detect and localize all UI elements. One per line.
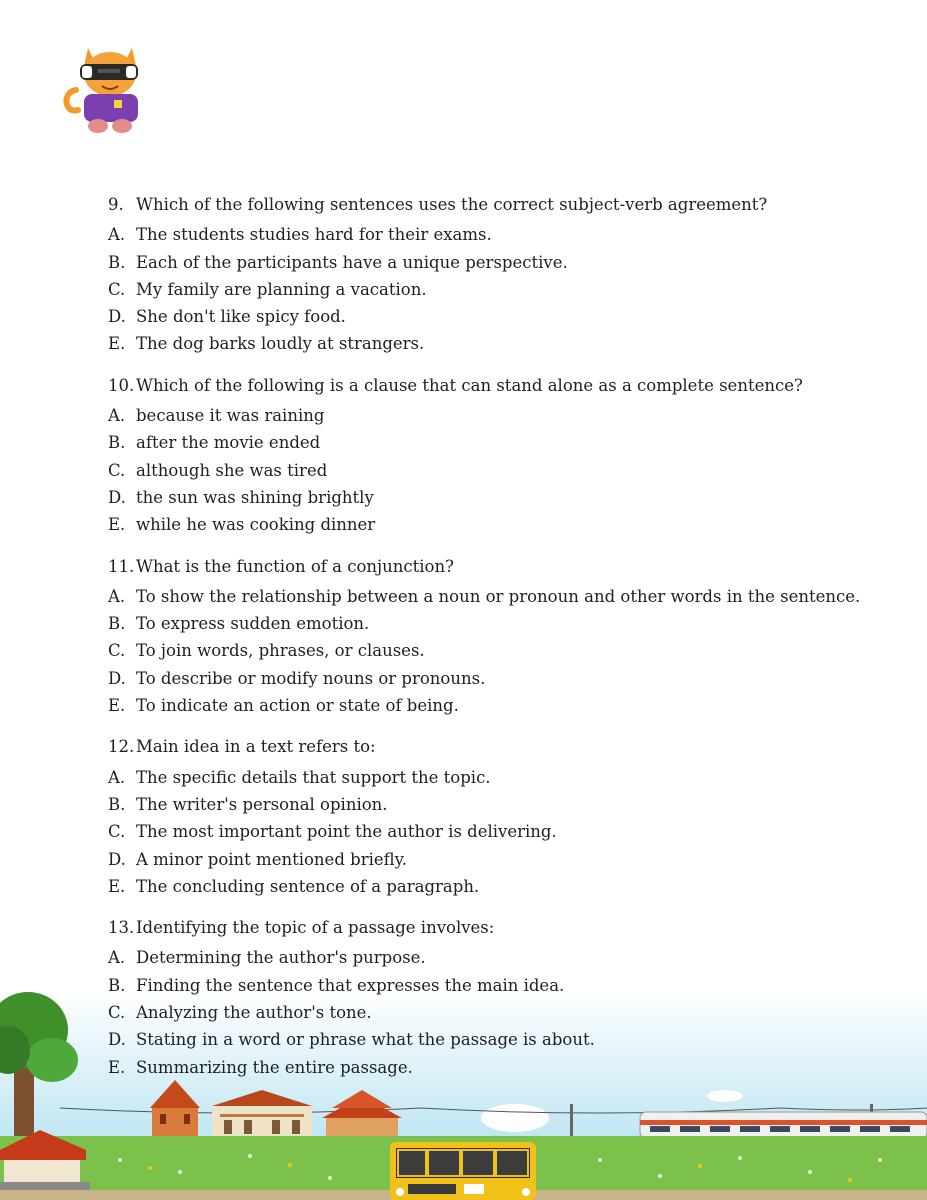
question-number: 9.	[108, 195, 124, 214]
answer-option	[108, 999, 868, 1026]
option-letter: B.	[108, 433, 126, 453]
option-text: although she was tired	[136, 460, 328, 480]
answer-option	[108, 873, 868, 900]
option-letter: A.	[108, 225, 126, 245]
option-text: Finding the sentence that expresses the main idea.	[136, 975, 565, 995]
option-letter: E.	[108, 1057, 126, 1077]
option-text: after the movie ended	[136, 433, 321, 453]
option-letter: A.	[108, 948, 126, 968]
option-letter: A.	[108, 586, 126, 606]
answer-option	[108, 583, 868, 610]
question-text: Identifying the topic of a passage involves:	[136, 918, 495, 938]
option-text: My family are planning a vacation.	[136, 279, 427, 299]
question-stem	[108, 191, 868, 218]
answer-option	[108, 818, 868, 845]
answer-option	[108, 330, 868, 357]
answer-option	[108, 1054, 868, 1081]
question-stem	[108, 733, 868, 760]
option-letter: A.	[108, 767, 126, 787]
question-item	[108, 733, 868, 900]
question-number: 10.	[108, 375, 135, 395]
question-text: Which of the following sentences uses the correct subject-verb agreement?	[136, 195, 768, 214]
option-letter: B.	[108, 975, 126, 995]
option-text: To express sudden emotion.	[136, 614, 370, 634]
option-text: The most important point the author is delivering.	[136, 822, 557, 842]
question-number: 12.	[108, 737, 135, 757]
option-letter: B.	[108, 614, 126, 634]
answer-option	[108, 1026, 868, 1053]
question-text: What is the function of a conjunction?	[136, 556, 454, 576]
answer-option	[108, 610, 868, 637]
option-letter: C.	[108, 1003, 126, 1023]
answer-option	[108, 249, 868, 276]
answer-option	[108, 511, 868, 538]
option-text: A minor point mentioned briefly.	[136, 849, 408, 869]
question-item	[108, 372, 868, 539]
option-letter: C.	[108, 279, 126, 299]
answer-option	[108, 665, 868, 692]
option-text: To join words, phrases, or clauses.	[136, 641, 425, 661]
option-text: She don't like spicy food.	[136, 307, 346, 327]
option-letter: D.	[108, 487, 126, 507]
option-text: Analyzing the author's tone.	[136, 1003, 372, 1023]
option-letter: C.	[108, 641, 126, 661]
answer-option	[108, 791, 868, 818]
option-letter: E.	[108, 515, 126, 535]
question-number: 11.	[108, 556, 135, 576]
question-text: Which of the following is a clause that can stand alone as a complete sentence?	[136, 375, 803, 395]
question-stem	[108, 553, 868, 580]
answer-option	[108, 484, 868, 511]
question-number: 13.	[108, 918, 135, 938]
question-list	[108, 191, 868, 1095]
option-text: Summarizing the entire passage.	[136, 1057, 413, 1077]
option-text: while he was cooking dinner	[136, 515, 376, 535]
option-text: Determining the author's purpose.	[136, 948, 426, 968]
option-text: The concluding sentence of a paragraph.	[136, 876, 480, 896]
option-text: Each of the participants have a unique perspective.	[136, 252, 568, 272]
option-letter: E.	[108, 696, 126, 716]
option-text: To indicate an action or state of being.	[136, 696, 459, 716]
answer-option	[108, 402, 868, 429]
question-item	[108, 553, 868, 720]
answer-option	[108, 457, 868, 484]
option-letter: B.	[108, 252, 126, 272]
answer-option	[108, 221, 868, 248]
option-letter: E.	[108, 334, 126, 354]
option-text: Stating in a word or phrase what the passage is about.	[136, 1030, 595, 1050]
option-text: The writer's personal opinion.	[136, 794, 388, 814]
option-letter: A.	[108, 406, 126, 426]
option-letter: B.	[108, 794, 126, 814]
answer-option	[108, 692, 868, 719]
option-text: The students studies hard for their exams.	[136, 225, 492, 245]
option-text: To describe or modify nouns or pronouns.	[136, 668, 486, 688]
answer-option	[108, 637, 868, 664]
answer-option	[108, 972, 868, 999]
option-letter: D.	[108, 307, 126, 327]
question-stem	[108, 372, 868, 399]
option-letter: C.	[108, 822, 126, 842]
option-text: because it was raining	[136, 406, 325, 426]
option-text: To show the relationship between a noun or pronoun and other words in the sentence.	[136, 586, 861, 606]
answer-option	[108, 276, 868, 303]
option-letter: D.	[108, 1030, 126, 1050]
option-letter: E.	[108, 876, 126, 896]
question-item	[108, 191, 868, 358]
option-letter: D.	[108, 668, 126, 688]
question-text: Main idea in a text refers to:	[136, 737, 376, 757]
option-text: The dog barks loudly at strangers.	[136, 334, 425, 354]
answer-option	[108, 303, 868, 330]
option-text: the sun was shining brightly	[136, 487, 374, 507]
answer-option	[108, 764, 868, 791]
answer-option	[108, 429, 868, 456]
answer-option	[108, 944, 868, 971]
answer-option	[108, 846, 868, 873]
question-item	[108, 914, 868, 1081]
option-text: The specific details that support the topic.	[136, 767, 491, 787]
option-letter: C.	[108, 460, 126, 480]
question-stem	[108, 914, 868, 941]
option-letter: D.	[108, 849, 126, 869]
